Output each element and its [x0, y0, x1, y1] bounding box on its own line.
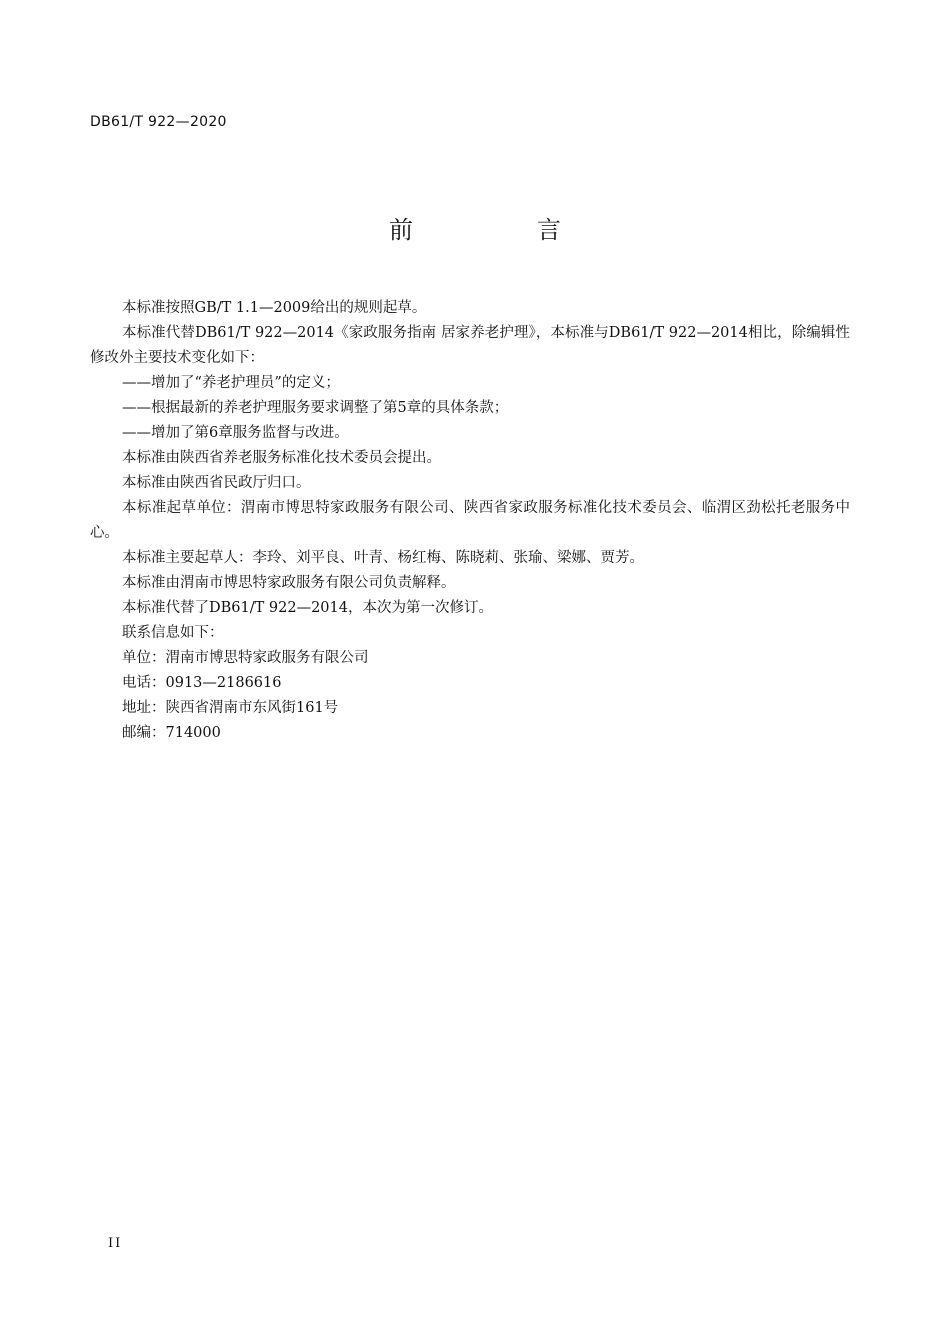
- paragraph-revision: 本标准代替了DB61/T 922—2014，本次为第一次修订。: [122, 600, 493, 616]
- paragraph-proposed-by: 本标准由陕西省养老服务标准化技术委员会提出。: [122, 450, 441, 466]
- page-number: II: [108, 1236, 123, 1251]
- paragraph-interpretation: 本标准由渭南市博思特家政服务有限公司负责解释。: [122, 575, 456, 591]
- contact-unit: 单位：渭南市博思特家政服务有限公司: [122, 650, 369, 666]
- foreword-body: [90, 296, 850, 746]
- paragraph-centralized-by: 本标准由陕西省民政厅归口。: [122, 475, 311, 491]
- contact-postcode: 邮编：714000: [122, 725, 221, 741]
- paragraph-drafters: 本标准主要起草人：李玲、刘平良、叶青、杨红梅、陈晓莉、张瑜、梁娜、贾芳。: [122, 550, 644, 566]
- paragraph-contact-intro: 联系信息如下：: [122, 625, 224, 641]
- paragraph-drafting-units: 本标准起草单位：渭南市博思特家政服务有限公司、陕西省家政服务标准化技术委员会、临渭区劲松托老服务中心。: [90, 500, 850, 541]
- paragraph-drafting-rules: 本标准按照GB/T 1.1—2009给出的规则起草。: [122, 300, 427, 316]
- list-item-change-3: ——增加了第6章服务监督与改进。: [122, 425, 349, 441]
- standard-code-header: DB61/T 922—2020: [90, 114, 227, 130]
- list-item-change-1: ——增加了“养老护理员”的定义；: [122, 375, 340, 391]
- contact-phone: 电话：0913—2186616: [122, 675, 282, 691]
- page-title: 前 言: [389, 216, 611, 244]
- paragraph-replacement: 本标准代替DB61/T 922—2014《家政服务指南 居家养老护理》，本标准与DB61/T 922—2014相比，除编辑性修改外主要技术变化如下：: [90, 325, 850, 366]
- list-item-change-2: ——根据最新的养老护理服务要求调整了第5章的具体条款；: [122, 400, 509, 416]
- contact-address: 地址：陕西省渭南市东风街161号: [122, 700, 339, 716]
